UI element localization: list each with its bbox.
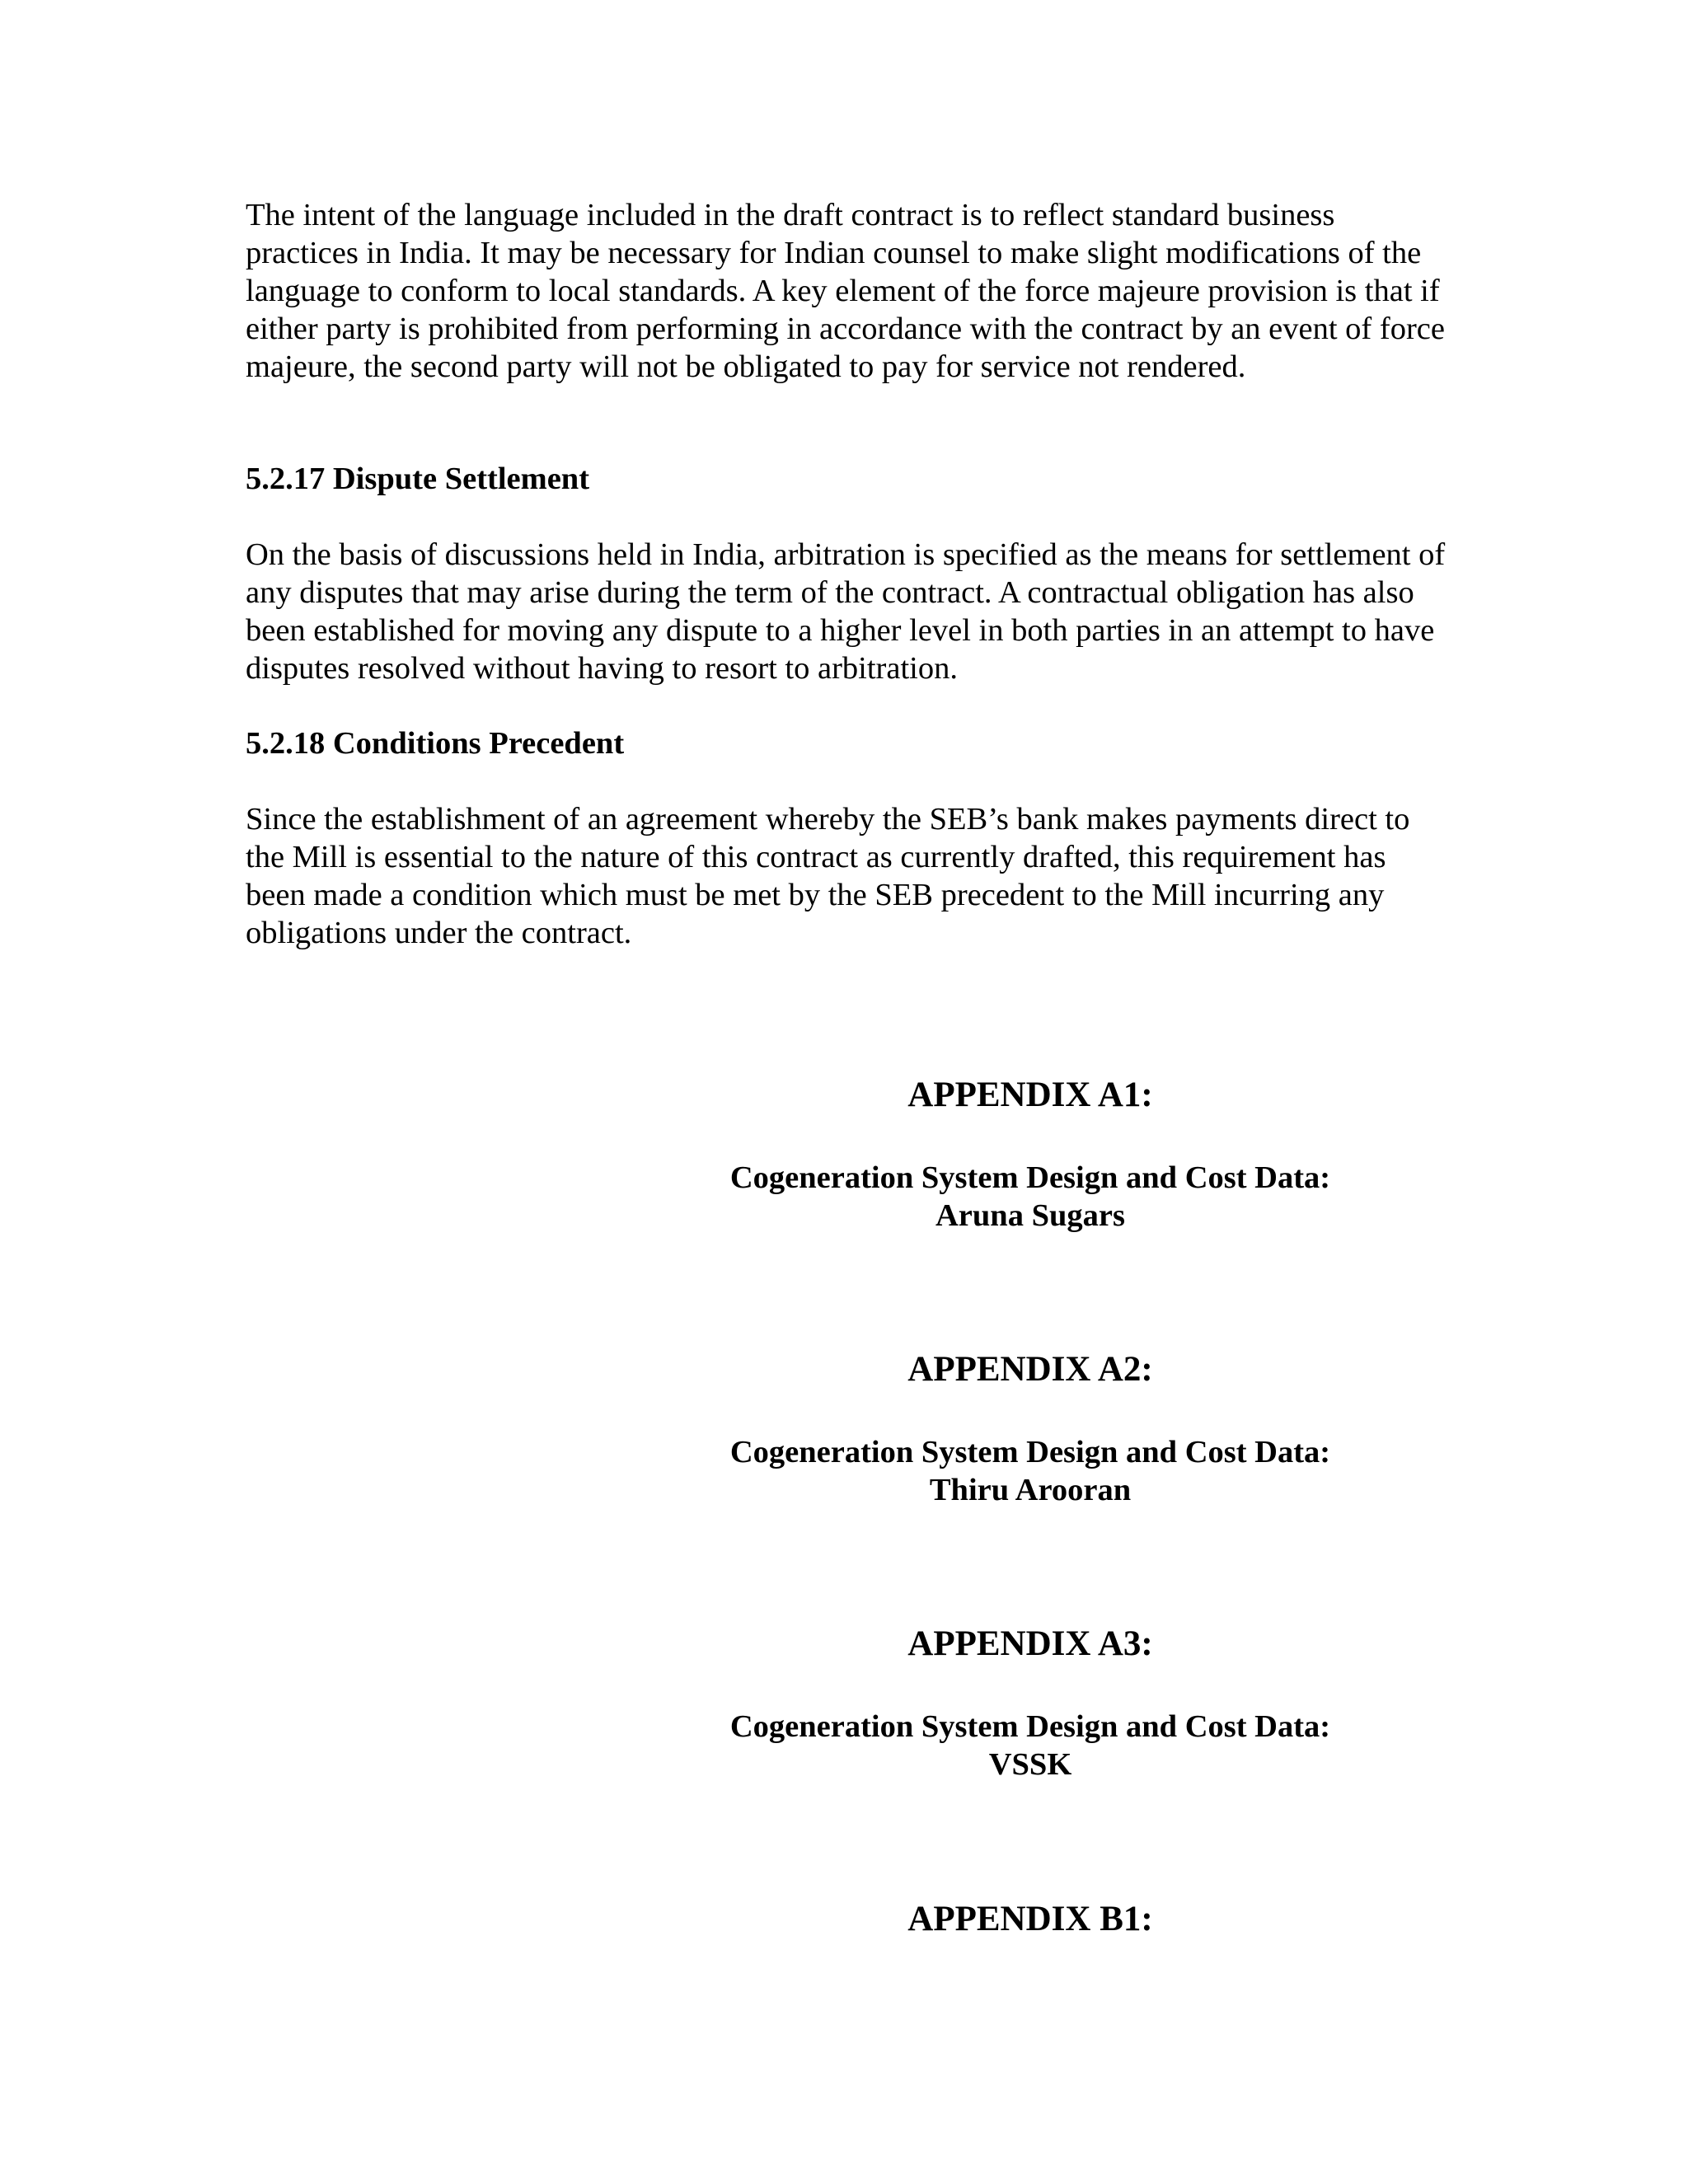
appendix-a1	[709, 1075, 1352, 1235]
paragraph-dispute-settlement: On the basis of discussions held in India, arbitration is specified as the means for settlement of any disputes that may arise during the term of the contract. A contractual obligation has also been established for moving any dispute to a higher level in both parties in an attempt to have disputes resolved without having to resort to arbitration.	[246, 537, 1446, 686]
appendix-title: APPENDIX B1:	[907, 1900, 1153, 1938]
appendix-mill-name: VSSK	[988, 1747, 1072, 1782]
appendix-subtitle: Cogeneration System Design and Cost Data:	[729, 1435, 1331, 1469]
section-heading-conditions-precedent: 5.2.18 Conditions Precedent	[246, 726, 625, 761]
appendix-subtitle: Cogeneration System Design and Cost Data:	[729, 1709, 1331, 1744]
appendix-title: APPENDIX A3:	[907, 1624, 1153, 1663]
paragraph-conditions-precedent: Since the establishment of an agreement whereby the SEB’s bank makes payments direct to the Mill is essential to the nature of this contract as currently drafted, this requirement has been made a condition which must be met by the SEB precedent to the Mill incurring any obligations under the contract.	[246, 802, 1410, 950]
appendix-subtitle: Cogeneration System Design and Cost Data:	[729, 1160, 1331, 1195]
section-heading-dispute-settlement: 5.2.17 Dispute Settlement	[246, 462, 590, 496]
appendix-title: APPENDIX A1:	[907, 1076, 1153, 1114]
paragraph-force-majeure: The intent of the language included in the draft contract is to reflect standard business practices in India. It may be necessary for Indian counsel to make slight modifications of the language to conform to local standards. A key element of the force majeure provision is that if either party is prohibited from performing in accordance with the contract by an event of force majeure, the second party will not be obligated to pay for service not rendered.	[246, 198, 1445, 384]
appendix-a3	[709, 1624, 1352, 1783]
appendix-b1	[709, 1899, 1352, 1940]
appendix-title: APPENDIX A2:	[907, 1350, 1153, 1389]
appendix-a2	[709, 1349, 1352, 1509]
appendix-mill-name: Aruna Sugars	[935, 1198, 1125, 1233]
appendix-mill-name: Thiru Arooran	[929, 1473, 1132, 1507]
